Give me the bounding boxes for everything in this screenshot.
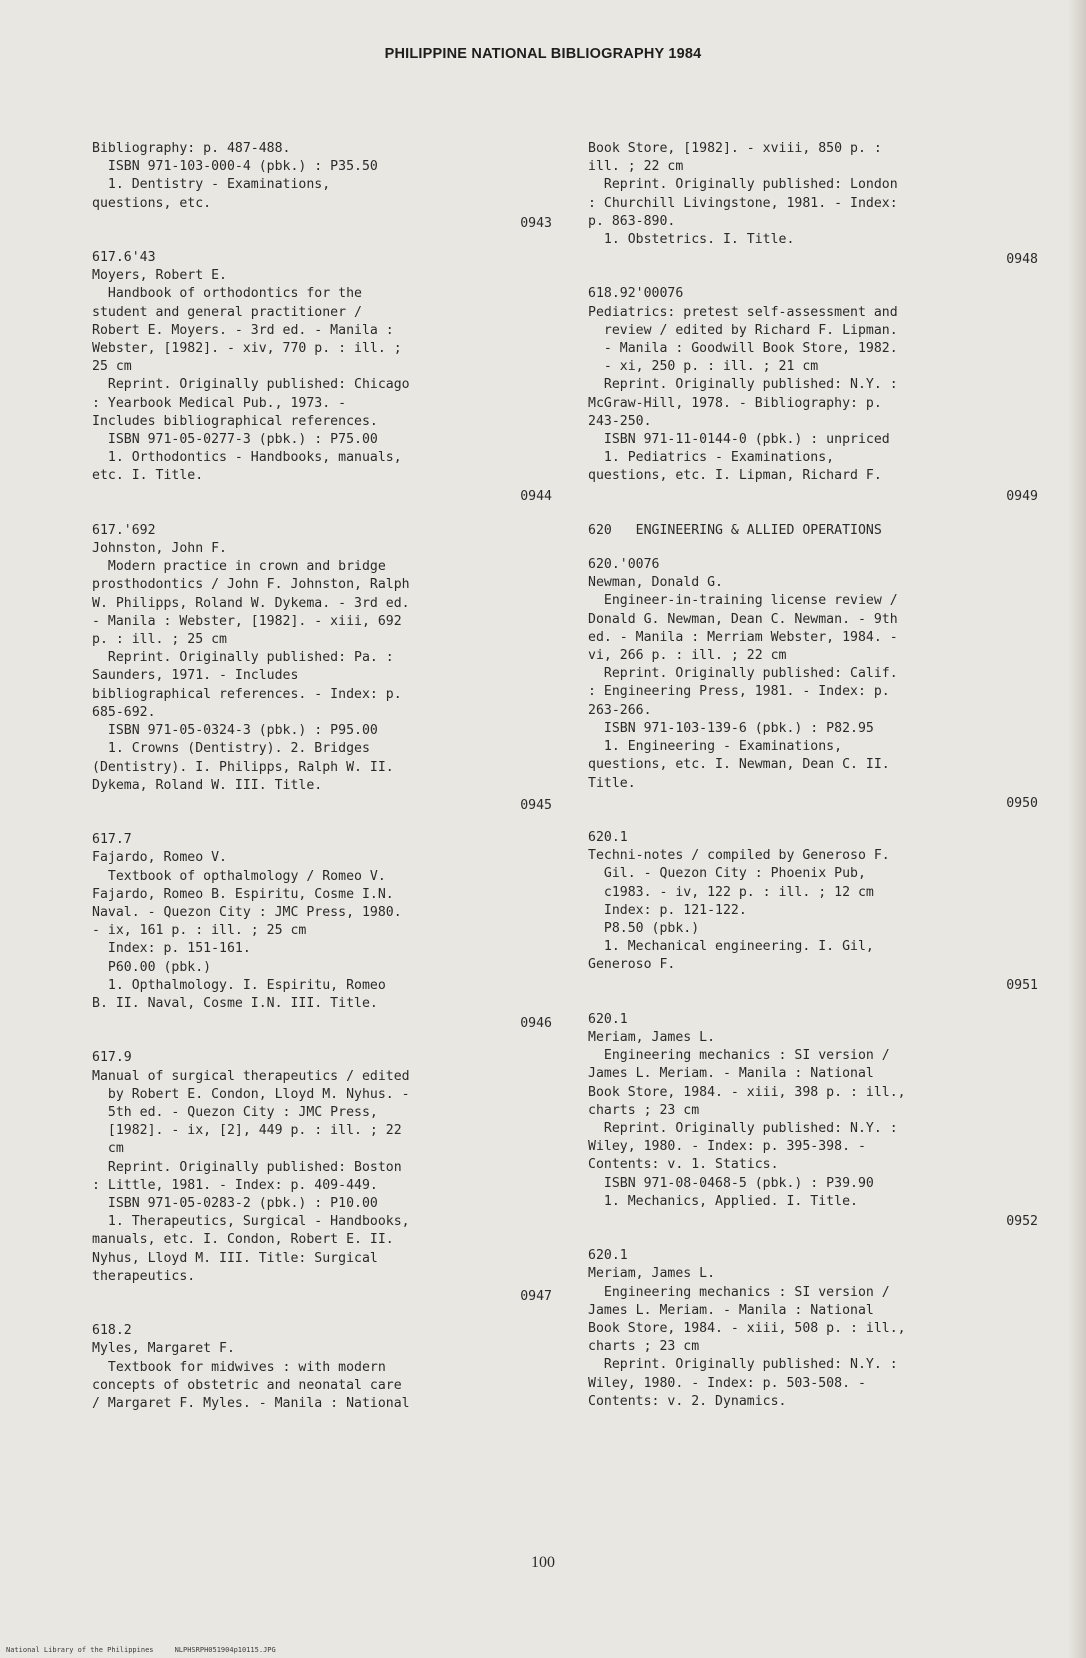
entry-line: 25 cm <box>92 359 132 375</box>
entry-line: c1983. - iv, 122 p. : ill. ; 12 cm <box>588 884 874 900</box>
entry-line: Title. <box>588 775 636 791</box>
entry-number: 0946 <box>520 1016 552 1032</box>
entry-line: - xi, 250 p. : ill. ; 21 cm <box>588 359 819 375</box>
bibliography-entry <box>92 1322 552 1413</box>
entry-line: Wiley, 1980. - Index: p. 395-398. - <box>588 1139 866 1155</box>
entry-line: Engineer-in-training license review / <box>588 593 898 609</box>
entry-line: Book Store, 1984. - xiii, 398 p. : ill., <box>588 1084 906 1100</box>
entry-line: 617.'692 <box>92 522 156 538</box>
entry-line: ISBN 971-11-0144-0 (pbk.) : unpriced <box>588 432 890 448</box>
bibliography-entry <box>588 829 1038 995</box>
bibliography-entry <box>588 1011 1038 1231</box>
entry-line: vi, 266 p. : ill. ; 22 cm <box>588 648 787 664</box>
entry-line: Myles, Margaret F. <box>92 1341 235 1357</box>
entry-line: 620.1 <box>588 829 628 845</box>
entry-line: concepts of obstetric and neonatal care <box>92 1377 402 1393</box>
entry-line: Handbook of orthodontics for the <box>92 286 362 302</box>
entry-line: 1. Dentistry - Examinations, <box>92 177 331 193</box>
bibliography-entry <box>588 140 1038 269</box>
entry-number: 0951 <box>1006 977 1038 993</box>
page-number: 100 <box>531 1554 555 1571</box>
entry-line: Contents: v. 2. Dynamics. <box>588 1393 787 1409</box>
entry-line: Webster, [1982]. - xiv, 770 p. : ill. ; <box>92 341 402 357</box>
entry-line: ISBN 971-05-0283-2 (pbk.) : P10.00 <box>92 1195 378 1211</box>
entry-line: cm <box>92 1141 124 1157</box>
entry-line: review / edited by Richard F. Lipman. <box>588 322 898 338</box>
entry-line: Robert E. Moyers. - 3rd ed. - Manila : <box>92 322 394 338</box>
entry-line: Dykema, Roland W. III. Title. <box>92 777 323 793</box>
entry-line: 243-250. <box>588 413 652 429</box>
entry-number: 0945 <box>520 797 552 813</box>
entry-line: Textbook for midwives : with modern <box>92 1359 386 1375</box>
entry-line: Textbook of opthalmology / Romeo V. <box>92 868 386 884</box>
entry-line: Gil. - Quezon City : Phoenix Pub, <box>588 866 866 882</box>
entry-line: 263-266. <box>588 702 652 718</box>
entry-line: Contents: v. 1. Statics. <box>588 1157 779 1173</box>
entry-line: 1. Therapeutics, Surgical - Handbooks, <box>92 1214 410 1230</box>
entry-line: ISBN 971-05-0324-3 (pbk.) : P95.00 <box>92 723 378 739</box>
entry-line: Newman, Donald G. <box>588 575 723 591</box>
entry-line: 617.7 <box>92 832 132 848</box>
scan-footer: National Library of the Philippines NLPHSRPH051904p10115.JPG <box>6 1646 276 1654</box>
entry-line: Book Store, [1982]. - xviii, 850 p. : <box>588 141 882 156</box>
bibliography-entry <box>92 522 552 815</box>
entry-line: 5th ed. - Quezon City : JMC Press, <box>92 1104 378 1120</box>
entry-line: Reprint. Originally published: Chicago <box>92 377 410 393</box>
entry-line: 685-692. <box>92 704 156 720</box>
entry-line: - Manila : Goodwill Book Store, 1982. <box>588 341 898 357</box>
entry-line: [1982]. - ix, [2], 449 p. : ill. ; 22 <box>92 1123 402 1139</box>
entry-line: prosthodontics / John F. Johnston, Ralph <box>92 577 410 593</box>
entry-line: p. : ill. ; 25 cm <box>92 632 227 648</box>
entry-line: questions, etc. I. Newman, Dean C. II. <box>588 757 890 773</box>
entry-number: 0943 <box>520 215 552 231</box>
entry-line: Reprint. Originally published: N.Y. : <box>588 377 898 393</box>
entry-line: ISBN 971-103-139-6 (pbk.) : P82.95 <box>588 720 874 736</box>
entry-line: questions, etc. <box>92 195 212 211</box>
entry-line: Bibliography: p. 487-488. <box>92 141 291 156</box>
bibliography-entry <box>92 249 552 506</box>
entry-line: p. 863-890. <box>588 213 676 229</box>
entry-line: questions, etc. I. Lipman, Richard F. <box>588 468 882 484</box>
entry-line: : Little, 1981. - Index: p. 409-449. <box>92 1177 378 1193</box>
entry-line: Reprint. Originally published: Boston <box>92 1159 402 1175</box>
entry-line: Reprint. Originally published: Pa. : <box>92 650 394 666</box>
entry-line: student and general practitioner / <box>92 304 362 320</box>
entry-line: 1. Opthalmology. I. Espiritu, Romeo <box>92 977 386 993</box>
entry-line: Techni-notes / compiled by Generoso F. <box>588 848 890 864</box>
bibliography-entry <box>92 831 552 1033</box>
entry-line: 620.1 <box>588 1011 628 1027</box>
entry-number: 0950 <box>1006 795 1038 811</box>
entry-line: ed. - Manila : Merriam Webster, 1984. - <box>588 629 898 645</box>
entry-line: 1. Pediatrics - Examinations, <box>588 450 835 466</box>
entry-line: 1. Orthodontics - Handbooks, manuals, <box>92 450 402 466</box>
entry-line: Moyers, Robert E. <box>92 268 227 284</box>
entry-line: by Robert E. Condon, Lloyd M. Nyhus. - <box>92 1086 410 1102</box>
entry-line: charts ; 23 cm <box>588 1339 700 1355</box>
entry-line: Index: p. 151-161. <box>92 941 251 957</box>
page-header: PHILIPPINE NATIONAL BIBLIOGRAPHY 1984 <box>384 46 702 62</box>
entry-line: : Churchill Livingstone, 1981. - Index: <box>588 195 898 211</box>
entry-line: Meriam, James L. <box>588 1266 716 1282</box>
entry-line: : Engineering Press, 1981. - Index: p. <box>588 684 890 700</box>
entry-number: 0948 <box>1006 252 1038 268</box>
entry-line: ISBN 971-05-0277-3 (pbk.) : P75.00 <box>92 432 378 448</box>
entry-number: 0944 <box>520 488 552 504</box>
entry-number: 0947 <box>520 1288 552 1304</box>
entry-line: bibliographical references. - Index: p. <box>92 686 402 702</box>
entry-line: 1. Obstetrics. I. Title. <box>588 232 795 248</box>
entry-line: P8.50 (pbk.) <box>588 920 700 936</box>
entry-line: Wiley, 1980. - Index: p. 503-508. - <box>588 1375 866 1391</box>
entry-line: Includes bibliographical references. <box>92 413 378 429</box>
entry-line: / Margaret F. Myles. - Manila : National <box>92 1396 410 1411</box>
entry-line: Engineering mechanics : SI version / <box>588 1284 890 1300</box>
entry-line: Reprint. Originally published: London <box>588 177 898 193</box>
entry-line: B. II. Naval, Cosme I.N. III. Title. <box>92 995 378 1011</box>
entry-line: 1. Mechanical engineering. I. Gil, <box>588 939 874 955</box>
entry-line: Generoso F. <box>588 957 676 973</box>
entry-line: Modern practice in crown and bridge <box>92 559 386 575</box>
entry-line: Index: p. 121-122. <box>588 902 747 918</box>
entry-line: ill. ; 22 cm <box>588 159 684 175</box>
left-column <box>92 140 552 1429</box>
entry-line: 1. Engineering - Examinations, <box>588 739 843 755</box>
entry-line: Donald G. Newman, Dean C. Newman. - 9th <box>588 611 898 627</box>
entry-line: 618.2 <box>92 1323 132 1339</box>
entry-line: Engineering mechanics : SI version / <box>588 1048 890 1064</box>
entry-line: 620.1 <box>588 1248 628 1264</box>
entry-line: Fajardo, Romeo B. Espiritu, Cosme I.N. <box>92 886 394 902</box>
entry-line: Nyhus, Lloyd M. III. Title: Surgical <box>92 1250 378 1266</box>
entry-line: Saunders, 1971. - Includes <box>92 668 299 684</box>
entry-line: James L. Meriam. - Manila : National <box>588 1302 874 1318</box>
entry-line: Reprint. Originally published: Calif. <box>588 666 898 682</box>
entry-line: : Yearbook Medical Pub., 1973. - <box>92 395 347 411</box>
entry-line: McGraw-Hill, 1978. - Bibliography: p. <box>588 395 882 411</box>
bibliography-entry <box>92 1049 552 1306</box>
entry-line: manuals, etc. I. Condon, Robert E. II. <box>92 1232 394 1248</box>
bibliography-entry <box>92 140 552 233</box>
entry-line: Reprint. Originally published: N.Y. : <box>588 1120 898 1136</box>
entry-line: Fajardo, Romeo V. <box>92 850 227 866</box>
entry-line: Book Store, 1984. - xiii, 508 p. : ill., <box>588 1320 906 1336</box>
entry-line: P60.00 (pbk.) <box>92 959 212 975</box>
entry-line: therapeutics. <box>92 1268 196 1284</box>
entry-line: ISBN 971-103-000-4 (pbk.) : P35.50 <box>92 159 378 175</box>
entry-number: 0949 <box>1006 488 1038 504</box>
entry-line: Meriam, James L. <box>588 1029 716 1045</box>
bibliography-entry <box>588 1247 1038 1411</box>
entry-line: ISBN 971-08-0468-5 (pbk.) : P39.90 <box>588 1175 874 1191</box>
entry-line: Naval. - Quezon City : JMC Press, 1980. <box>92 904 402 920</box>
entry-line: 618.92'00076 <box>588 286 684 302</box>
entry-line: Johnston, John F. <box>92 541 227 557</box>
entry-line: etc. I. Title. <box>92 468 204 484</box>
right-column <box>588 140 1038 1427</box>
entry-line: 617.6'43 <box>92 250 156 266</box>
entry-line: (Dentistry). I. Philipps, Ralph W. II. <box>92 759 394 775</box>
entry-line: Reprint. Originally published: N.Y. : <box>588 1357 898 1373</box>
entry-line: James L. Meriam. - Manila : National <box>588 1066 874 1082</box>
entry-number: 0952 <box>1006 1213 1038 1229</box>
entry-line: - ix, 161 p. : ill. ; 25 cm <box>92 923 307 939</box>
bibliography-entry <box>588 556 1038 813</box>
entry-line: Manual of surgical therapeutics / edited <box>92 1068 410 1084</box>
bibliography-entry <box>588 285 1038 505</box>
entry-line: W. Philipps, Roland W. Dykema. - 3rd ed. <box>92 595 410 611</box>
entry-line: 1. Crowns (Dentistry). 2. Bridges <box>92 741 370 757</box>
entry-line: 617.9 <box>92 1050 132 1066</box>
entry-line: 1. Mechanics, Applied. I. Title. <box>588 1193 858 1209</box>
section-heading: 620 ENGINEERING & ALLIED OPERATIONS <box>588 522 882 538</box>
entry-line: - Manila : Webster, [1982]. - xiii, 692 <box>92 613 402 629</box>
entry-line: Pediatrics: pretest self-assessment and <box>588 304 898 320</box>
entry-line: 620.'0076 <box>588 557 660 573</box>
entry-line: charts ; 23 cm <box>588 1102 700 1118</box>
